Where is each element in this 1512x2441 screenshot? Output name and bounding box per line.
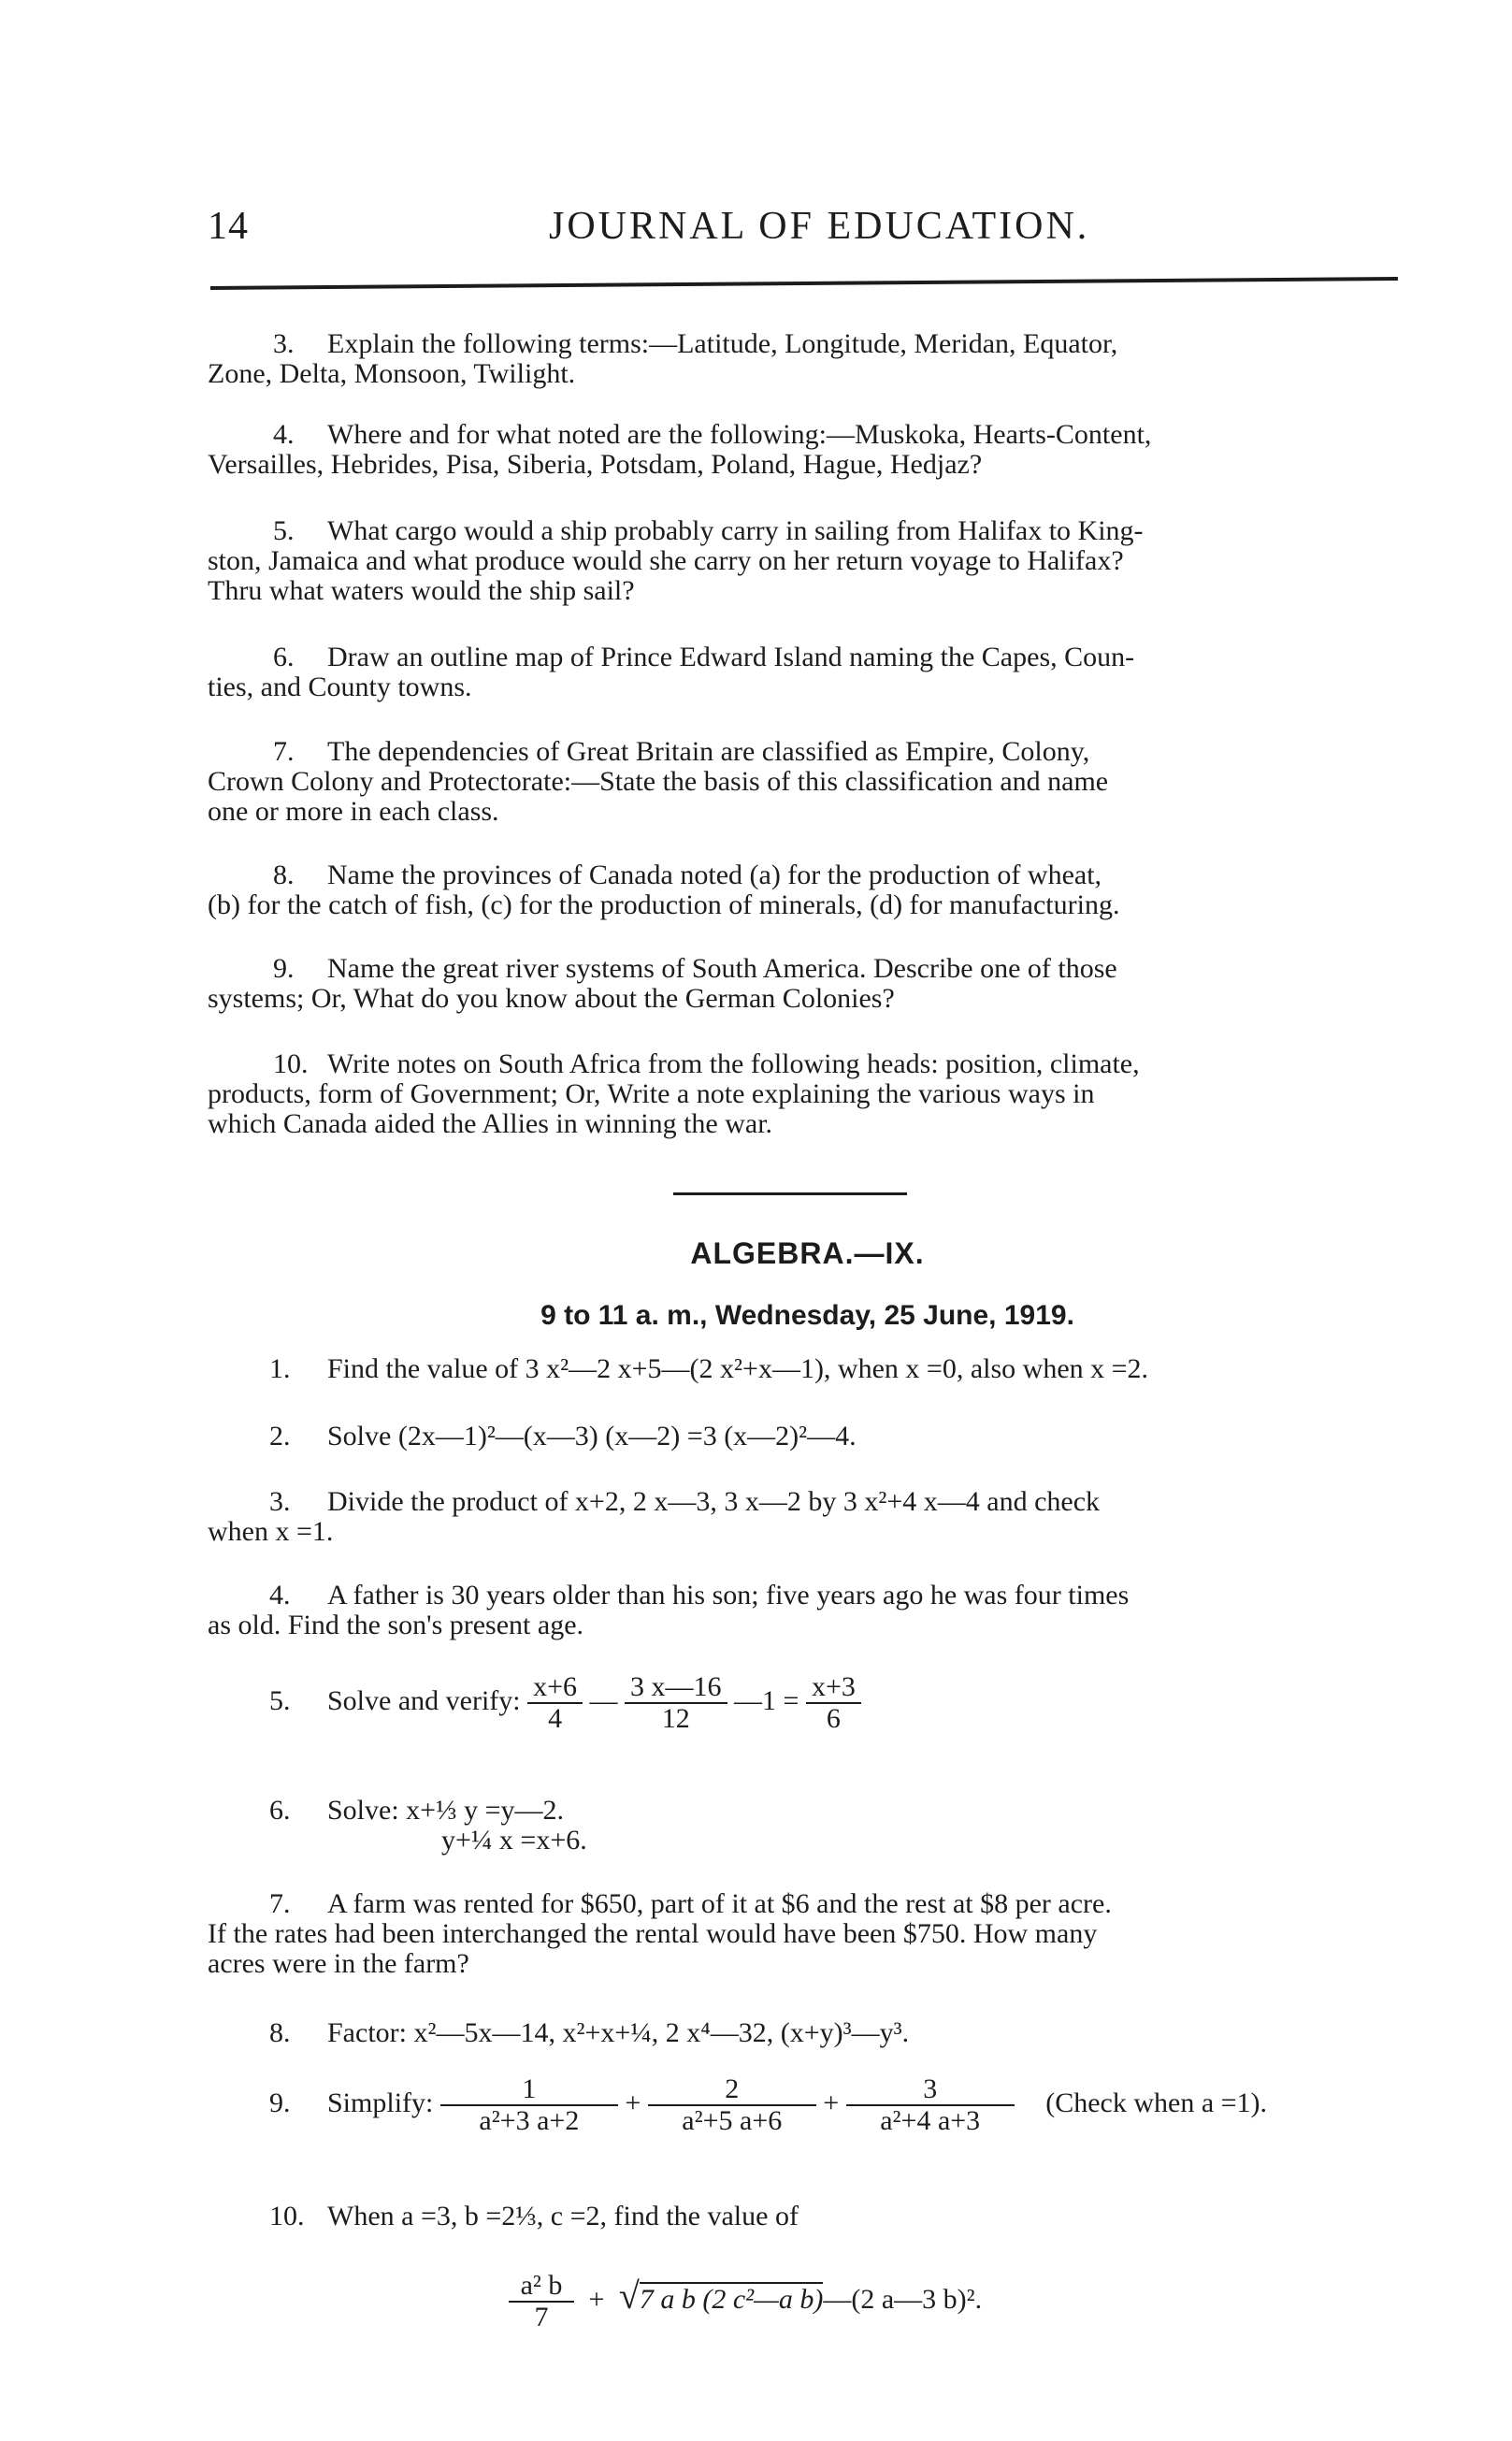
algebra-question-6 (208, 1796, 587, 1856)
question-text: Thru what waters would the ship sail? (208, 575, 635, 606)
algebra-question-10-expression (509, 2271, 982, 2333)
question-number: 5. (273, 515, 295, 546)
section-divider (673, 1192, 907, 1195)
fraction (527, 1672, 583, 1734)
question-text: when x =1. (208, 1516, 334, 1547)
algebra-question-9 (208, 2074, 1267, 2136)
question-number: 9. (273, 953, 295, 984)
equation-label: Solve: (327, 1795, 399, 1826)
question-text: When a =3, b =2⅓, c =2, find the value of (327, 2201, 799, 2232)
numerator: 1 (440, 2074, 618, 2106)
algebra-question-8 (208, 2018, 909, 2048)
question-text: (b) for the catch of fish, (c) for the production of minerals, (d) for manufacturing. (208, 889, 1120, 920)
question-text: The dependencies of Great Britain are classified as Empire, Colony, (327, 736, 1090, 767)
question-text: ties, and County towns. (208, 672, 472, 702)
question-number: 4. (273, 419, 295, 450)
fraction (509, 2271, 574, 2333)
radicand: 7 a b (2 c²—a b) (639, 2283, 824, 2315)
question-7 (208, 737, 1108, 827)
question-5 (208, 516, 1144, 606)
numerator: 3 x—16 (625, 1672, 727, 1704)
question-text: Factor: x²—5x—14, x²+x+¼, 2 x⁴—32, (x+y)³—y³. (327, 2017, 910, 2048)
expression-tail: —(2 a—3 b)². (823, 2283, 983, 2315)
question-text: A farm was rented for $650, part of it at $6 and the rest at $8 per acre. (327, 1888, 1112, 1919)
numerator: x+6 (527, 1672, 583, 1704)
question-text: Where and for what noted are the following:—Muskoka, Hearts-Content, (327, 419, 1152, 450)
section-title: ALGEBRA.—IX. (690, 1236, 925, 1270)
question-9 (208, 954, 1117, 1014)
question-number: 4. (269, 1580, 291, 1610)
question-text: Crown Colony and Protectorate:—State the basis of this classification and name (208, 766, 1109, 797)
equation-label: Solve and verify: (327, 1684, 521, 1716)
denominator: a²+3 a+2 (479, 2105, 580, 2136)
question-number: 7. (273, 736, 295, 767)
question-6 (208, 643, 1134, 702)
question-text: as old. Find the son's present age. (208, 1610, 584, 1640)
question-text: Explain the following terms:—Latitude, Longitude, Meridan, Equator, (327, 328, 1118, 359)
question-text: Draw an outline map of Prince Edward Island naming the Capes, Coun- (327, 642, 1135, 672)
question-text: Write notes on South Africa from the following heads: position, climate, (327, 1048, 1140, 1079)
fraction (648, 2074, 816, 2136)
algebra-question-7 (208, 1889, 1112, 1979)
page-header (208, 204, 1423, 260)
fraction (625, 1672, 727, 1734)
algebra-question-10 (208, 2202, 799, 2232)
question-text: Find the value of 3 x²—2 x+5—(2 x²+x—1), when x =0, also when x =2. (327, 1353, 1149, 1384)
algebra-question-3 (208, 1487, 1100, 1547)
operator: —1 = (734, 1684, 799, 1716)
journal-title: JOURNAL OF EDUCATION. (549, 205, 1090, 248)
operator: + (588, 2283, 605, 2315)
question-number: 10. (269, 2201, 305, 2232)
question-number: 2. (269, 1421, 291, 1452)
question-text: products, form of Government; Or, Write a note explaining the various ways in (208, 1078, 1095, 1109)
question-number: 9. (269, 2087, 291, 2118)
algebra-question-1 (208, 1354, 1148, 1384)
algebra-question-5 (208, 1672, 861, 1734)
question-number: 6. (273, 642, 295, 672)
exam-time: 9 to 11 a. m., Wednesday, 25 June, 1919. (540, 1300, 1074, 1331)
question-text: systems; Or, What do you know about the German Colonies? (208, 983, 895, 1014)
question-number: 6. (269, 1795, 291, 1826)
operator: + (625, 2087, 641, 2118)
question-text: Versailles, Hebrides, Pisa, Siberia, Potsdam, Poland, Hague, Hedjaz? (208, 449, 983, 480)
question-text: ston, Jamaica and what produce would she carry on her return voyage to Halifax? (208, 545, 1124, 576)
denominator: a²+4 a+3 (880, 2105, 981, 2136)
question-text: which Canada aided the Allies in winning the war. (208, 1108, 773, 1139)
question-number: 5. (269, 1684, 291, 1716)
question-text: acres were in the farm? (208, 1948, 469, 1979)
algebra-question-2 (208, 1422, 857, 1452)
question-text: Solve (2x—1)²—(x—3) (x—2) =3 (x—2)²—4. (327, 1421, 857, 1452)
question-text: Zone, Delta, Monsoon, Twilight. (208, 358, 576, 389)
equation-label: Simplify: (327, 2087, 434, 2118)
numerator: a² b (509, 2271, 574, 2303)
question-text: Name the provinces of Canada noted (a) for the production of wheat, (327, 859, 1102, 890)
question-text: Name the great river systems of South America. Describe one of those (327, 953, 1117, 984)
question-text: Divide the product of x+2, 2 x—3, 3 x—2 by 3 x²+4 x—4 and check (327, 1486, 1101, 1517)
question-number: 3. (269, 1486, 291, 1517)
denominator: 12 (661, 1703, 690, 1734)
equation: x+⅓ y =y—2. (406, 1795, 565, 1826)
denominator: 7 (534, 2302, 549, 2333)
denominator: 4 (548, 1703, 563, 1734)
question-number: 8. (269, 2017, 291, 2048)
question-4 (208, 420, 1151, 480)
operator: — (589, 1684, 618, 1716)
question-10 (208, 1049, 1140, 1139)
question-text: one or more in each class. (208, 796, 499, 827)
question-number: 1. (269, 1353, 291, 1384)
page-number: 14 (208, 205, 249, 248)
header-rule (210, 277, 1398, 290)
question-number: 3. (273, 328, 295, 359)
operator: + (823, 2087, 840, 2118)
question-text: A father is 30 years older than his son; five years ago he was four times (327, 1580, 1130, 1610)
fraction (440, 2074, 618, 2136)
check-note: (Check when a =1). (1045, 2087, 1268, 2118)
numerator: 3 (846, 2074, 1015, 2106)
fraction (846, 2074, 1015, 2136)
numerator: 2 (648, 2074, 816, 2106)
radical-sign: √ (618, 2274, 640, 2317)
question-number: 10. (273, 1048, 309, 1079)
question-text: If the rates had been interchanged the rental would have been $750. How many (208, 1918, 1098, 1949)
numerator: x+3 (806, 1672, 861, 1704)
question-number: 8. (273, 859, 295, 890)
question-number: 7. (269, 1888, 291, 1919)
question-text: What cargo would a ship probably carry in sailing from Halifax to King- (327, 515, 1144, 546)
denominator: 6 (826, 1703, 841, 1734)
equation: y+¼ x =x+6. (441, 1825, 587, 1856)
fraction (806, 1672, 861, 1734)
algebra-question-4 (208, 1581, 1129, 1640)
question-3 (208, 329, 1117, 389)
denominator: a²+5 a+6 (682, 2105, 783, 2136)
question-8 (208, 860, 1119, 920)
